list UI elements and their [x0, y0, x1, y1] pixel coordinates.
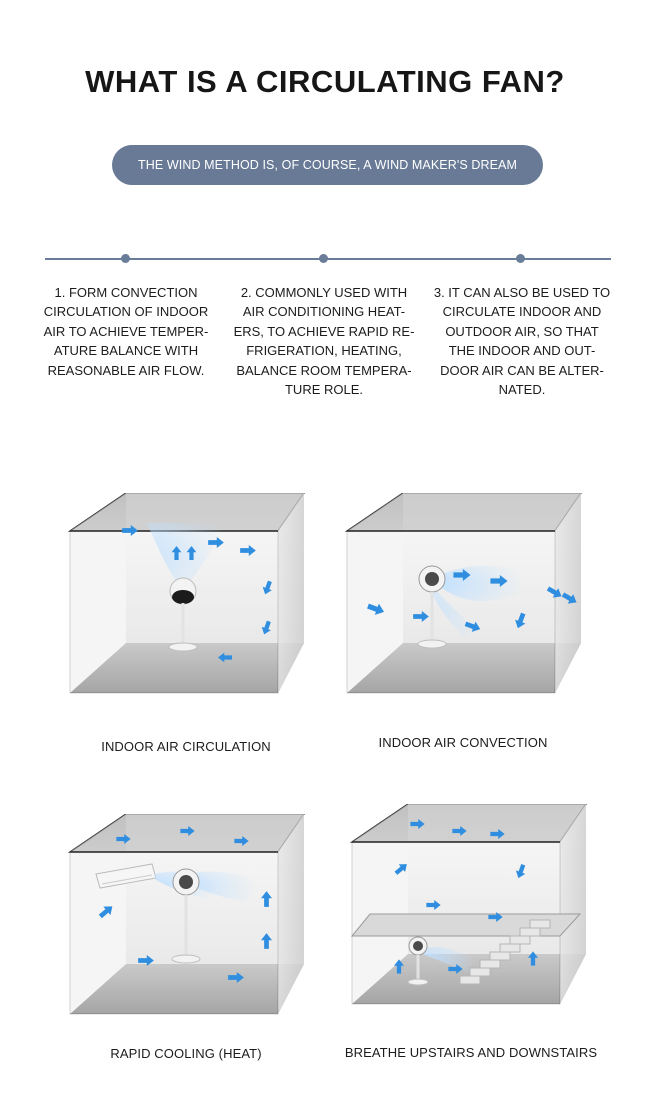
scene-rapid-cooling — [58, 814, 328, 1024]
caption-indoor-circulation: INDOOR AIR CIRCULATION — [101, 739, 271, 754]
caption-upstairs-downstairs: BREATHE UPSTAIRS AND DOWNSTAIRS — [344, 1045, 598, 1060]
subtitle-banner: THE WIND METHOD IS, OF COURSE, A WIND MAKER'S DREAM — [112, 145, 543, 185]
caption-indoor-convection: INDOOR AIR CONVECTION — [378, 735, 548, 750]
scene-indoor-circulation — [58, 493, 328, 703]
scene-upstairs-downstairs — [340, 804, 610, 1014]
point-1-text: 1. FORM CONVECTION CIRCULATION OF INDOOR AIR TO ACHIEVE TEMPER-ATURE BALANCE WITH REASONABLE AIR FLOW. — [43, 285, 209, 378]
page-title: WHAT IS A CIRCULATING FAN? — [85, 64, 565, 99]
scene-indoor-convection — [335, 493, 605, 703]
timeline-dot — [121, 254, 130, 263]
point-3-text: 3. IT CAN ALSO BE USED TO CIRCULATE INDOOR AND OUTDOOR AIR, SO THAT THE INDOOR AND OUT-DOOR AIR CAN BE ALTER-NATED. — [433, 285, 611, 398]
caption-rapid-cooling: RAPID COOLING (HEAT) — [110, 1046, 262, 1061]
point-2-text: 2. COMMONLY USED WITH AIR CONDITIONING HEAT-ERS, TO ACHIEVE RAPID RE-FRIGERATION, HEATING, BALANCE ROOM TEMPERA-TURE ROLE. — [233, 285, 415, 398]
timeline-dot — [319, 254, 328, 263]
timeline-dot — [516, 254, 525, 263]
